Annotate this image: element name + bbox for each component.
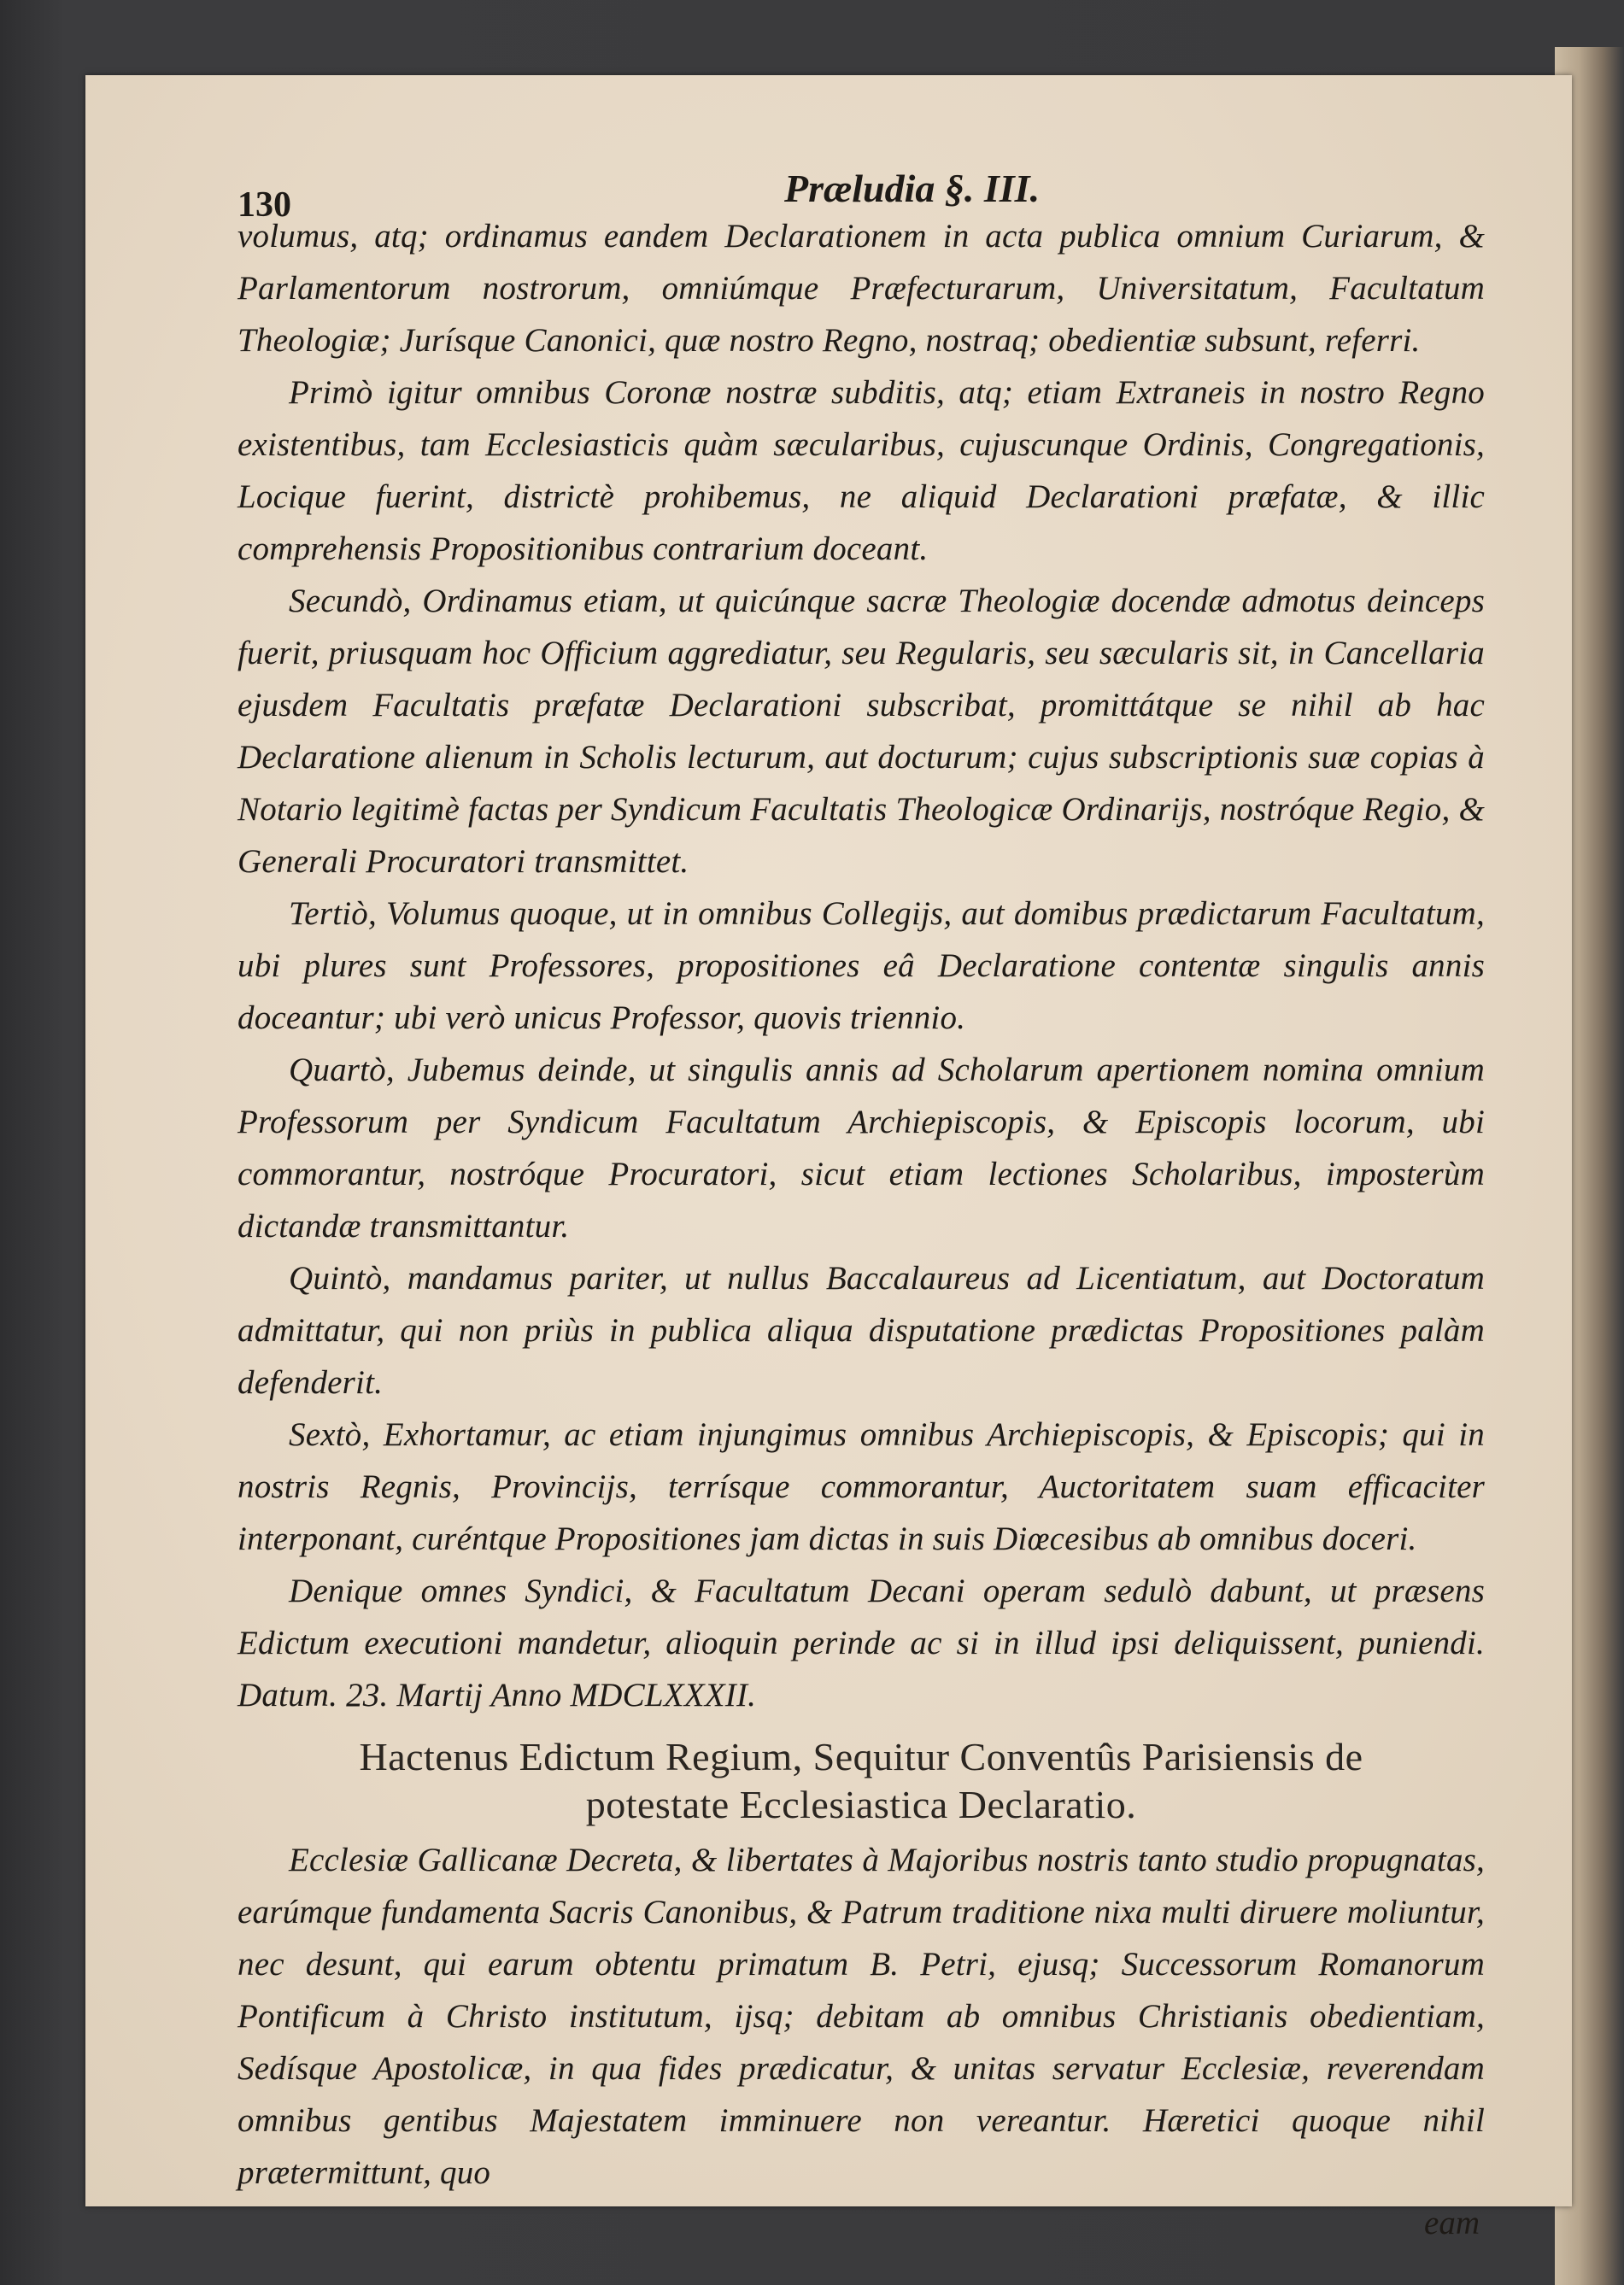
section-heading — [237, 1733, 1485, 1829]
paragraph-tertio: Tertiò, Volumus quoque, ut in omnibus Collegijs, aut domibus prædictarum Facultatum, ubi plures sunt Professores, propositiones eâ Declaratione contentæ singulis annis doceantur; ubi verò unicus Professor, quovis triennio. — [237, 895, 1485, 1036]
paragraph-quarto: Quartò, Jubemus deinde, ut singulis annis ad Scholarum apertionem nomina omnium Professorum per Syndicum Facultatum Archiepiscopis, & Episcopis locorum, ubi commorantur, nostróque Procuratori, sicut etiam lectiones Scholaribus, imposterùm dictandæ transmittantur. — [237, 1052, 1485, 1245]
paragraph-denique: Denique omnes Syndici, & Facultatum Decani operam sedulò dabunt, ut præsens Edictum executioni mandetur, alioquin perinde ac si in illud ipsi deliquissent, puniendi. Datum. 23. Martij Anno MDCLXXXII. — [237, 1573, 1485, 1714]
paragraph-primo: Primò igitur omnibus Coronæ nostræ subditis, atq; etiam Extraneis in nostro Regno existentibus, tam Ecclesiasticis quàm sæcularibus, cujuscunque Ordinis, Congregationis, Locique fuerint, districtè prohibemus, ne aliquid Declarationi præfatæ, & illic comprehensis Propositionibus contrarium doceant. — [237, 374, 1485, 567]
page-number: 130 — [237, 185, 291, 225]
paragraph-quinto: Quintò, mandamus pariter, ut nullus Baccalaureus ad Licentiatum, aut Doctoratum admittatur, qui non priùs in publica aliqua disputatione prædictas Propositiones palàm defenderit. — [237, 1260, 1485, 1401]
catchword: eam — [1424, 2205, 1480, 2241]
page-header — [237, 150, 1485, 225]
section-heading-line-2: potestate Ecclesiastica Declaratio. — [585, 1783, 1137, 1826]
edict-text — [237, 210, 1485, 1721]
paragraph-continuation: volumus, atq; ordinamus eandem Declarationem in acta publica omnium Curiarum, & Parlamentorum nostrorum, omniúmque Præfecturarum, Universitatum, Facultatum Theologiæ; Jurísque Canonici, quæ nostro Regno, nostraq; obedientiæ subsunt, referri. — [237, 218, 1485, 359]
paragraph-ecclesiae: Ecclesiæ Gallicanæ Decreta, & libertates à Majoribus nostris tanto studio propugnatas, earúmque fundamenta Sacris Canonibus, & Patrum traditione nixa multi diruere moliuntur, nec desunt, qui earum obtentu primatum B. Petri, ejusq; Successorum Romanorum Pontificum à Christo institutum, ijsq; debitam ab omnibus Christianis obedientiam, Sedísque Apostolicæ, in qua fides prædicatur, & unitas servatur Ecclesiæ, reverendam omnibus gentibus Majestatem imminuere non vereantur. Hæretici quoque nihil prætermittunt, quo — [237, 1842, 1485, 2191]
paragraph-sexto: Sextò, Exhortamur, ac etiam injungimus omnibus Archiepiscopis, & Episcopis; qui in nostris Regnis, Provincijs, terrísque commorantur, Auctoritatem suam efficaciter interponant, curéntque Propositiones jam dictas in suis Diœcesibus ab omnibus doceri. — [237, 1416, 1485, 1557]
running-head: Præludia §. III. — [784, 167, 1041, 210]
section-heading-line-1: Hactenus Edictum Regium, Sequitur Conventûs Parisiensis de — [359, 1735, 1363, 1778]
declaration-text — [237, 1834, 1485, 2199]
paragraph-secundo: Secundò, Ordinamus etiam, ut quicúnque sacræ Theologiæ docendæ admotus deinceps fuerit, priusquam hoc Officium aggrediatur, seu Regularis, seu sæcularis sit, in Cancellaria ejusdem Facultatis præfatæ Declarationi subscribat, promittátque se nihil ab hac Declaratione alienum in Scholis lecturum, aut docturum; cujus subscriptionis suæ copias à Notario legitimè factas per Syndicum Facultatis Theologicæ Ordinarijs, nostróque Regio, & Generali Procuratori transmittet. — [237, 583, 1485, 880]
page-text-block — [237, 150, 1485, 2242]
